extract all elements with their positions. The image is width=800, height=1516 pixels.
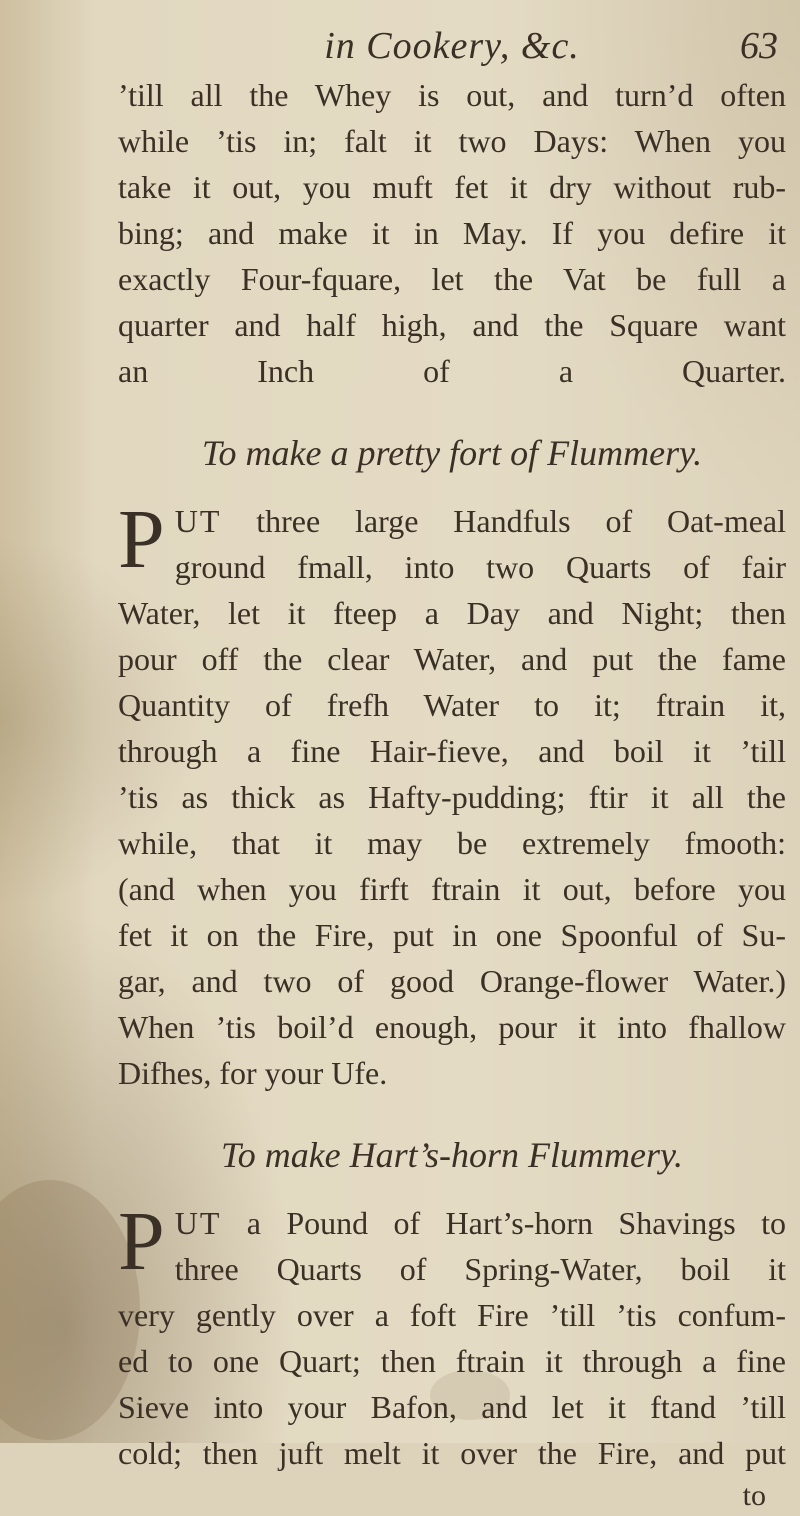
first-word-rest: UT: [174, 1205, 222, 1241]
text-line: (and when you firft ftrain it out, before you: [118, 871, 786, 907]
text-line: take it out, you muft fet it dry without rub-: [118, 169, 786, 205]
running-head: [118, 20, 786, 72]
text-line: ’tis as thick as Hafty-pudding; ftir it all the: [118, 779, 786, 815]
text-line: Sieve into your Bafon, and let it ftand ’till: [118, 1389, 786, 1425]
text-line: ed to one Quart; then ftrain it through a fine: [118, 1343, 786, 1379]
text-line: an Inch of a Quarter.: [118, 353, 786, 389]
recipe-heading: To make Hart’s-horn Flummery.: [220, 1135, 683, 1175]
text-line: ground fmall, into two Quarts of fair: [174, 549, 786, 585]
text-line: gar, and two of good Orange-flower Water.): [118, 963, 786, 999]
text-line: pour off the clear Water, and put the fame: [118, 641, 786, 677]
page-content: [118, 20, 786, 1516]
text-line: When ’tis boil’d enough, pour it into fhallow: [118, 1009, 786, 1045]
text-line: bing; and make it in May. If you defire it: [118, 215, 786, 251]
running-title: in Cookery, &c.: [324, 25, 580, 67]
text-line: quarter and half high, and the Square want: [118, 307, 786, 343]
text-line: Difhes, for your Ufe.: [118, 1055, 388, 1091]
text-line: through a fine Hair-fieve, and boil it ’till: [118, 733, 786, 769]
text-line: [118, 498, 786, 544]
text-line: Quantity of frefh Water to it; ftrain it,: [118, 687, 786, 723]
drop-cap: P: [118, 493, 165, 586]
text-line: [118, 1200, 786, 1246]
text-fragment: a Pound of Hart’s-horn Shavings to: [246, 1205, 787, 1241]
intro-paragraph: [118, 72, 786, 394]
recipe-body: [118, 1195, 787, 1476]
catchword: to: [742, 1479, 766, 1512]
text-line: ’till all the Whey is out, and turn’d often: [118, 77, 786, 113]
text-line: fet it on the Fire, put in one Spoonful of Su-: [118, 917, 786, 953]
text-fragment: three large Handfuls of Oat-meal: [256, 503, 787, 539]
text-line: while ’tis in; falt it two Days: When you: [118, 123, 786, 159]
text-line: three Quarts of Spring-Water, boil it: [174, 1251, 786, 1287]
recipe-heading: To make a pretty fort of Flummery.: [201, 433, 703, 473]
text-line: exactly Four-fquare, let the Vat be full a: [118, 261, 786, 297]
first-word-rest: UT: [174, 503, 222, 539]
recipe-body: [118, 493, 787, 1096]
text-line: while, that it may be extremely fmooth:: [118, 825, 786, 861]
drop-cap: P: [118, 1195, 165, 1288]
text-line: Water, let it fteep a Day and Night; then: [118, 595, 786, 631]
page-number: 63: [740, 25, 778, 67]
text-line: very gently over a foft Fire ’till ’tis confum-: [118, 1297, 786, 1333]
text-line: cold; then juft melt it over the Fire, and put: [118, 1435, 786, 1471]
